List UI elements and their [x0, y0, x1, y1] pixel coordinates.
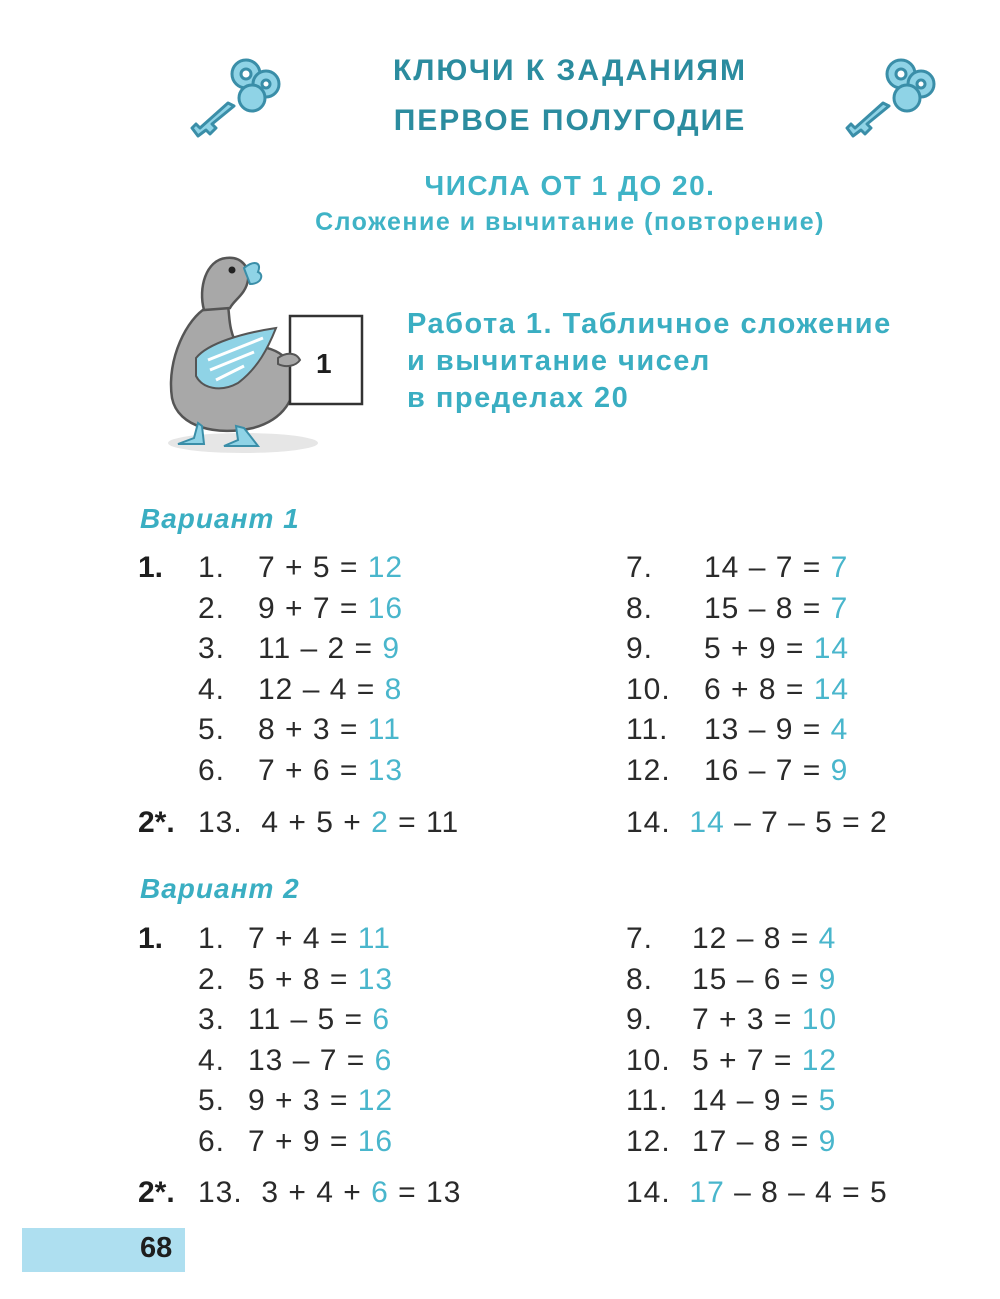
equation: 5 + 7 =	[692, 1043, 802, 1077]
equation: 15 – 6 =	[692, 962, 819, 996]
equation-row	[626, 963, 836, 997]
answer: 9	[818, 962, 837, 996]
equation-row	[626, 632, 849, 666]
item-number: 11.	[626, 713, 669, 746]
item-number: 1.	[198, 551, 226, 584]
item-number: 10.	[626, 1043, 671, 1077]
section-title: ЧИСЛА ОТ 1 ДО 20.	[424, 170, 716, 201]
card-number: 1	[316, 348, 332, 379]
answer: 13	[367, 753, 404, 787]
answer: 12	[367, 551, 404, 584]
equation: 16 – 7 =	[704, 753, 831, 787]
item-number: 5.	[198, 713, 226, 746]
equation-row	[198, 1003, 390, 1037]
equation: – 8 – 4 = 5	[724, 1176, 888, 1209]
equation: 6 + 8 =	[704, 672, 814, 706]
answer: 11	[367, 713, 401, 746]
answer: 4	[818, 922, 837, 955]
equation-row	[198, 922, 391, 956]
equation: 13 – 7 =	[248, 1043, 375, 1077]
task-number: 1.	[138, 922, 164, 955]
equation: 7 + 9 =	[248, 1124, 358, 1158]
item-number: 3.	[198, 632, 226, 665]
answer: 6	[374, 1043, 393, 1077]
equation: 12 – 8 =	[692, 922, 819, 955]
item-number: 6.	[198, 753, 226, 787]
item-number: 13.	[198, 806, 243, 839]
item-number: 2.	[198, 591, 226, 625]
item-number: 8.	[626, 962, 654, 996]
equation: 15 – 8 =	[704, 591, 831, 625]
item-number: 14.	[626, 1176, 671, 1209]
answer: 6	[372, 1003, 391, 1036]
item-number: 5.	[198, 1084, 226, 1117]
equation-row	[626, 1003, 837, 1037]
answer: 5	[818, 1084, 837, 1117]
answer: 6	[371, 1176, 389, 1209]
task-number: 2*.	[138, 806, 175, 839]
equation: 12 – 4 =	[258, 672, 385, 706]
answer: 11	[357, 922, 391, 955]
answer: 14	[813, 672, 850, 706]
equation-row	[626, 592, 848, 626]
answer: 9	[818, 1124, 837, 1158]
item-number: 7.	[626, 551, 654, 584]
answer: 2	[371, 806, 389, 839]
equation-row	[626, 922, 836, 956]
equation: 7 + 6 =	[258, 753, 368, 787]
item-number: 1.	[198, 922, 226, 955]
equation: 4 + 5 +	[261, 806, 372, 839]
page-subtitle: ПЕРВОЕ ПОЛУГОДИЕ	[393, 104, 747, 137]
equation-row	[626, 1125, 836, 1159]
equation: 11 – 5 =	[248, 1003, 373, 1036]
equation-row	[198, 754, 403, 788]
equation: 7 + 4 =	[248, 922, 358, 955]
variant-2-label: Вариант 2	[140, 873, 300, 904]
equation-row	[198, 806, 459, 840]
equation-row	[198, 1125, 393, 1159]
equation-row	[198, 963, 393, 997]
page-number: 68	[140, 1232, 173, 1264]
equation-row	[198, 592, 403, 626]
item-number: 9.	[626, 1003, 654, 1036]
equation: 9 + 7 =	[258, 591, 368, 625]
item-number: 14.	[626, 806, 671, 839]
answer: 16	[367, 591, 404, 625]
item-number: 7.	[626, 922, 654, 955]
equation-row	[198, 551, 403, 585]
equation: 14 – 7 =	[704, 551, 831, 584]
answer: 7	[830, 591, 849, 625]
equation-row	[626, 1044, 837, 1078]
equation-row	[198, 1044, 392, 1078]
work-title-line: Работа 1. Табличное сложение	[407, 308, 892, 340]
variant-1-label: Вариант 1	[140, 503, 300, 534]
equation-row	[198, 713, 401, 747]
work-title-line: в пределах 20	[407, 382, 630, 414]
equation-row	[626, 673, 849, 707]
item-number: 12.	[626, 753, 671, 787]
equation: 3 + 4 +	[261, 1176, 372, 1209]
item-number: 9.	[626, 632, 654, 665]
answer: 10	[801, 1003, 838, 1036]
equation-row	[626, 806, 888, 840]
page-title: КЛЮЧИ К ЗАДАНИЯМ	[393, 54, 747, 87]
equation-row	[198, 1084, 393, 1118]
equation: 13 – 9 =	[704, 713, 831, 746]
equation: 8 + 3 =	[258, 713, 368, 746]
answer: 12	[801, 1043, 838, 1077]
item-number: 4.	[198, 672, 226, 706]
answer: 9	[830, 753, 849, 787]
equation: 11 – 2 =	[258, 632, 383, 665]
equation: = 11	[388, 806, 460, 839]
equation-row	[626, 754, 848, 788]
equation-row	[198, 673, 402, 707]
item-number: 13.	[198, 1176, 243, 1209]
answer: 16	[357, 1124, 394, 1158]
item-number: 12.	[626, 1124, 671, 1158]
equation-row	[626, 1084, 836, 1118]
equation-row	[198, 632, 400, 666]
equation-row	[198, 1176, 461, 1210]
equation: 7 + 5 =	[258, 551, 368, 584]
equation: = 13	[388, 1176, 462, 1209]
work-title-line: и вычитание чисел	[407, 345, 711, 377]
equation-row	[626, 1176, 888, 1210]
equation: – 7 – 5 = 2	[724, 806, 888, 839]
item-number: 2.	[198, 962, 226, 996]
section-subtitle: Сложение и вычитание (повторение)	[315, 208, 825, 236]
answer: 17	[689, 1176, 725, 1209]
equation: 17 – 8 =	[692, 1124, 819, 1158]
answer: 14	[689, 806, 725, 839]
equation-row	[626, 713, 848, 747]
answer: 14	[813, 632, 850, 665]
answer: 13	[357, 962, 394, 996]
item-number: 8.	[626, 591, 654, 625]
item-number: 6.	[198, 1124, 226, 1158]
answer: 7	[830, 551, 849, 584]
goose-illustration	[158, 248, 378, 458]
answer: 8	[384, 672, 403, 706]
equation: 7 + 3 =	[692, 1003, 802, 1036]
answer: 12	[357, 1084, 394, 1117]
equation: 5 + 8 =	[248, 962, 358, 996]
equation: 9 + 3 =	[248, 1084, 358, 1117]
answer: 9	[382, 632, 401, 665]
task-number: 2*.	[138, 1176, 175, 1209]
answer: 4	[830, 713, 849, 746]
item-number: 4.	[198, 1043, 226, 1077]
item-number: 3.	[198, 1003, 226, 1036]
equation: 5 + 9 =	[704, 632, 814, 665]
item-number: 10.	[626, 672, 671, 706]
item-number: 11.	[626, 1084, 669, 1117]
work-title	[407, 306, 987, 417]
equation: 14 – 9 =	[692, 1084, 819, 1117]
equation-row	[626, 551, 848, 585]
task-number: 1.	[138, 551, 164, 584]
